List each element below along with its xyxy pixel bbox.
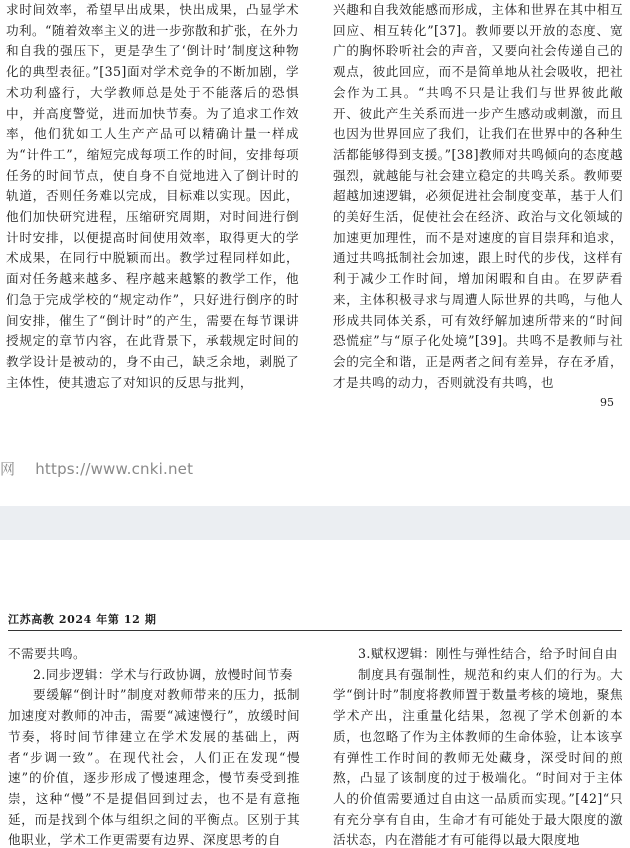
right-column-text: 兴趣和自我效能感而形成，主体和世界在其中相互回应、相互转化”[37]。教师要以开放的态度、宽广的胸怀聆听社会的声音，又要向社会传递自己的观点，彼此回应，而不是简单地从社会吸收，把社会作为工具。“共鸣不只是让我们与世界彼此敞开、彼此产生关系而进一步产生感动或刺激，而且也因为世界回应了我们，让我们在世界中的各种生活都能够得到支援。”[38]教师对共鸣倾向的态度越强烈，就越能与社会建立稳定的共鸣关系。教师要超越加速逻辑，必须促进社会制度变革，基于人们的美好生活，促使社会在经济、政治与文化领域的加速更加理性，而不是对速度的盲目崇拜和追求，通过共鸣抵制社会加速，跟上时代的步伐，这样有利于减少工作时间，增加闲暇和自由。在罗萨看来，主体积极寻求与周遭人际世界的共鸣，与他人形成共同体关系，可有效纾解加速所带来的“时间恐慌症”与“原子化处境”[39]。共鸣不是教师与社会的完全和谐，正是两者之间有差异，存在矛盾，才是共鸣的动力，否则就没有共鸣，也	[333, 2, 623, 390]
journal-header: 江苏高教 2024 年第 12 期	[8, 613, 157, 626]
section-heading-empower: 3.赋权逻辑：刚性与弹性结合，给予时间自由	[358, 646, 618, 661]
page-number: 95	[600, 396, 614, 409]
left-column-text: 求时间效率，希望早出成果，快出成果，凸显学术功利。“随着效率主义的进一步弥散和扩张，在外力和自我的强压下，更是孕生了‘倒计时’制度这种物化的典型表征。”[35]面对学术竞争的不断加剧，学术功利盛行，大学教师总是处于不能落后的恐惧中，并高度警觉，进而加快节奏。为了追求工作效率，他们犹如工人生产产品可以精确计量一样成为“计件工”，缩短完成每项工作的时间，安排每项任务的时间节点，使自身不自觉地进入了倒计时的轨道，否则任务难以完成，目标难以实现。因此，他们加快研究进程，压缩研究周期，对时间进行倒计时安排，以便提高时间使用效率，取得更大的学术成果，在同行中脱颖而出。教学过程同样如此，面对任务越来越多、程序越来越繁的教学工作，他们急于完成学校的“规定动作”，只好进行倒序的时间安排，催生了“倒计时”的产生，需要在每节课讲授规定的章节内容，在此背景下，承载规定时间的教学设计是被动的，身不由己，缺乏余地，剥脱了主体性，使其遗忘了对知识的反思与批判，	[6, 2, 299, 390]
cnki-watermark	[0, 458, 193, 479]
paragraph-empower: 制度具有强制性，规范和约束人们的行为。大学“倒计时”制度将教师置于数量考核的境地，聚焦学术产出，注重量化结果，忽视了学术创新的本质，也忽略了作为主体教师的生命体验，让本该享有弹性工作时间的教师无处藏身，深受时间的煎熬，凸显了该制度的过于极端化。“时间对于主体人的价值需要通过自由这一品质而实现。”[42]“只有充分享有自由，生命才有可能处于最大限度的激活状态，内在潜能才有可能得以最大限度地	[333, 666, 623, 848]
section-heading-sync: 2.同步逻辑：学术与行政协调，放慢时间节奏	[33, 666, 293, 682]
header-rule	[8, 630, 622, 631]
paragraph-sync: 要缓解“倒计时”制度对教师带来的压力，抵制加速度对教师的冲击，需要“减速慢行”，放缓时间节奏，将时间节律建立在学术发展的基础上，两者“步调一致”。在现代社会，人们正在发现“慢速”的价值，逐步形成了慢速理念，慢节奏受到推崇，这种“慢”不是提倡回到过去，也不是有意拖延，而是找到个体与组织之间的平衡点。区别于其他职业，学术工作更需要有边界、深度思考的自	[8, 687, 300, 848]
bottom-page	[0, 540, 630, 848]
watermark-prefix: 网	[0, 460, 16, 478]
bottom-left-column	[8, 644, 300, 848]
continuation-line: 不需要共鸣。	[8, 646, 86, 661]
bottom-right-column	[333, 644, 623, 848]
watermark-url: https://www.cnki.net	[35, 460, 194, 478]
